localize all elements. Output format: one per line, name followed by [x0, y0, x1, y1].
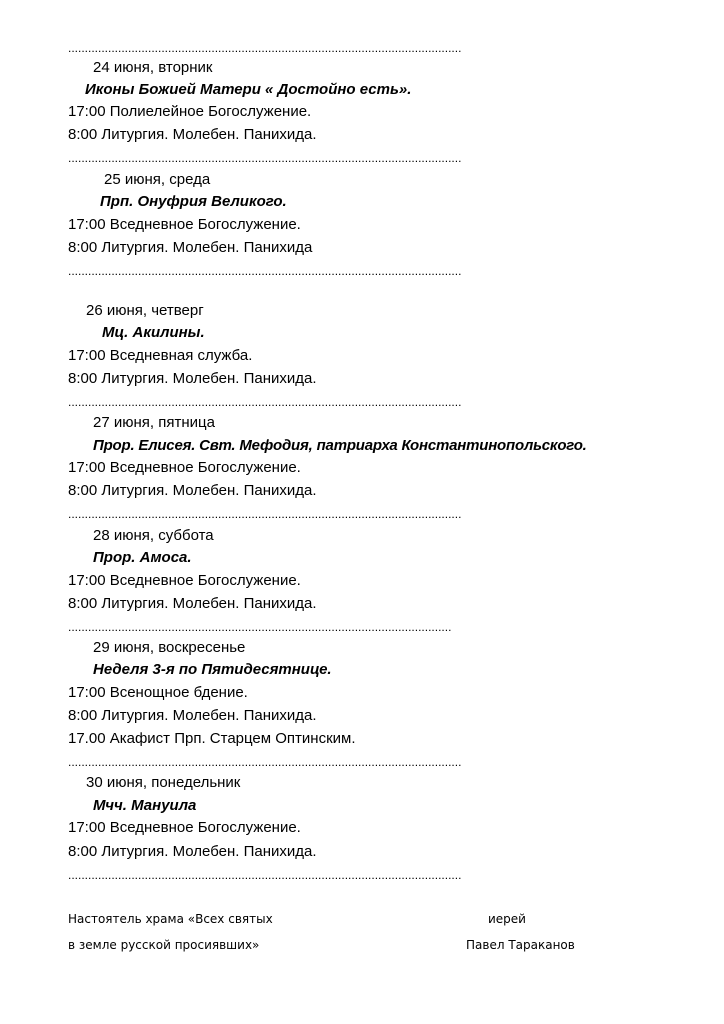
- day-feast: Неделя 3-я по Пятидесятнице.: [93, 661, 332, 678]
- day-feast: Мц. Акилины.: [102, 324, 205, 341]
- service-line: 17:00 Вседневное Богослужение.: [68, 216, 301, 233]
- service-line: 17:00 Вседневное Богослужение.: [68, 572, 301, 589]
- day-date: 28 июня, суббота: [93, 527, 214, 544]
- service-line: 8:00 Литургия. Молебен. Панихида: [68, 239, 313, 256]
- footer-church-name: в земле русской просиявших»: [68, 938, 260, 952]
- separator: ......................................................................................................................: [68, 869, 462, 881]
- day-feast: Прор. Елисея. Свт. Мефодия, патриарха Константинопольского.: [93, 437, 587, 454]
- service-line: 17.00 Акафист Прп. Старцем Оптинским.: [68, 730, 356, 747]
- service-line: 8:00 Литургия. Молебен. Панихида.: [68, 843, 317, 860]
- service-line: 17:00 Вседневное Богослужение.: [68, 459, 301, 476]
- service-line: 8:00 Литургия. Молебен. Панихида.: [68, 595, 317, 612]
- service-line: 8:00 Литургия. Молебен. Панихида.: [68, 707, 317, 724]
- day-date: 27 июня, пятница: [93, 414, 215, 431]
- separator: ......................................................................................................................: [68, 756, 462, 768]
- day-date: 29 июня, воскресенье: [93, 639, 246, 656]
- day-date: 26 июня, четверг: [86, 302, 204, 319]
- service-line: 17:00 Полиелейное Богослужение.: [68, 103, 312, 120]
- service-line: 17:00 Вседневное Богослужение.: [68, 819, 301, 836]
- separator: ......................................................................................................................: [68, 152, 462, 164]
- footer-rector-title: Настоятель храма «Всех святых: [68, 912, 273, 926]
- separator: ......................................................................................................................: [68, 265, 462, 277]
- service-line: 17:00 Всенощное бдение.: [68, 684, 248, 701]
- service-line: 8:00 Литургия. Молебен. Панихида.: [68, 370, 317, 387]
- day-date: 25 июня, среда: [104, 171, 211, 188]
- separator: ...................................................................................................................: [68, 621, 452, 633]
- service-line: 8:00 Литургия. Молебен. Панихида.: [68, 126, 317, 143]
- separator: ......................................................................................................................: [68, 42, 462, 54]
- day-date: 24 июня, вторник: [93, 59, 213, 76]
- day-feast: Прп. Онуфрия Великого.: [100, 193, 287, 210]
- footer-priest-name: Павел Тараканов: [466, 938, 575, 952]
- separator: ......................................................................................................................: [68, 508, 462, 520]
- day-date: 30 июня, понедельник: [86, 774, 241, 791]
- day-feast: Мчч. Мануила: [93, 797, 197, 814]
- footer-rank: иерей: [488, 912, 526, 926]
- day-feast: Прор. Амоса.: [93, 549, 192, 566]
- service-line: 17:00 Вседневная служба.: [68, 347, 253, 364]
- separator: ......................................................................................................................: [68, 396, 462, 408]
- service-line: 8:00 Литургия. Молебен. Панихида.: [68, 482, 317, 499]
- day-feast: Иконы Божией Матери « Достойно есть».: [85, 81, 412, 98]
